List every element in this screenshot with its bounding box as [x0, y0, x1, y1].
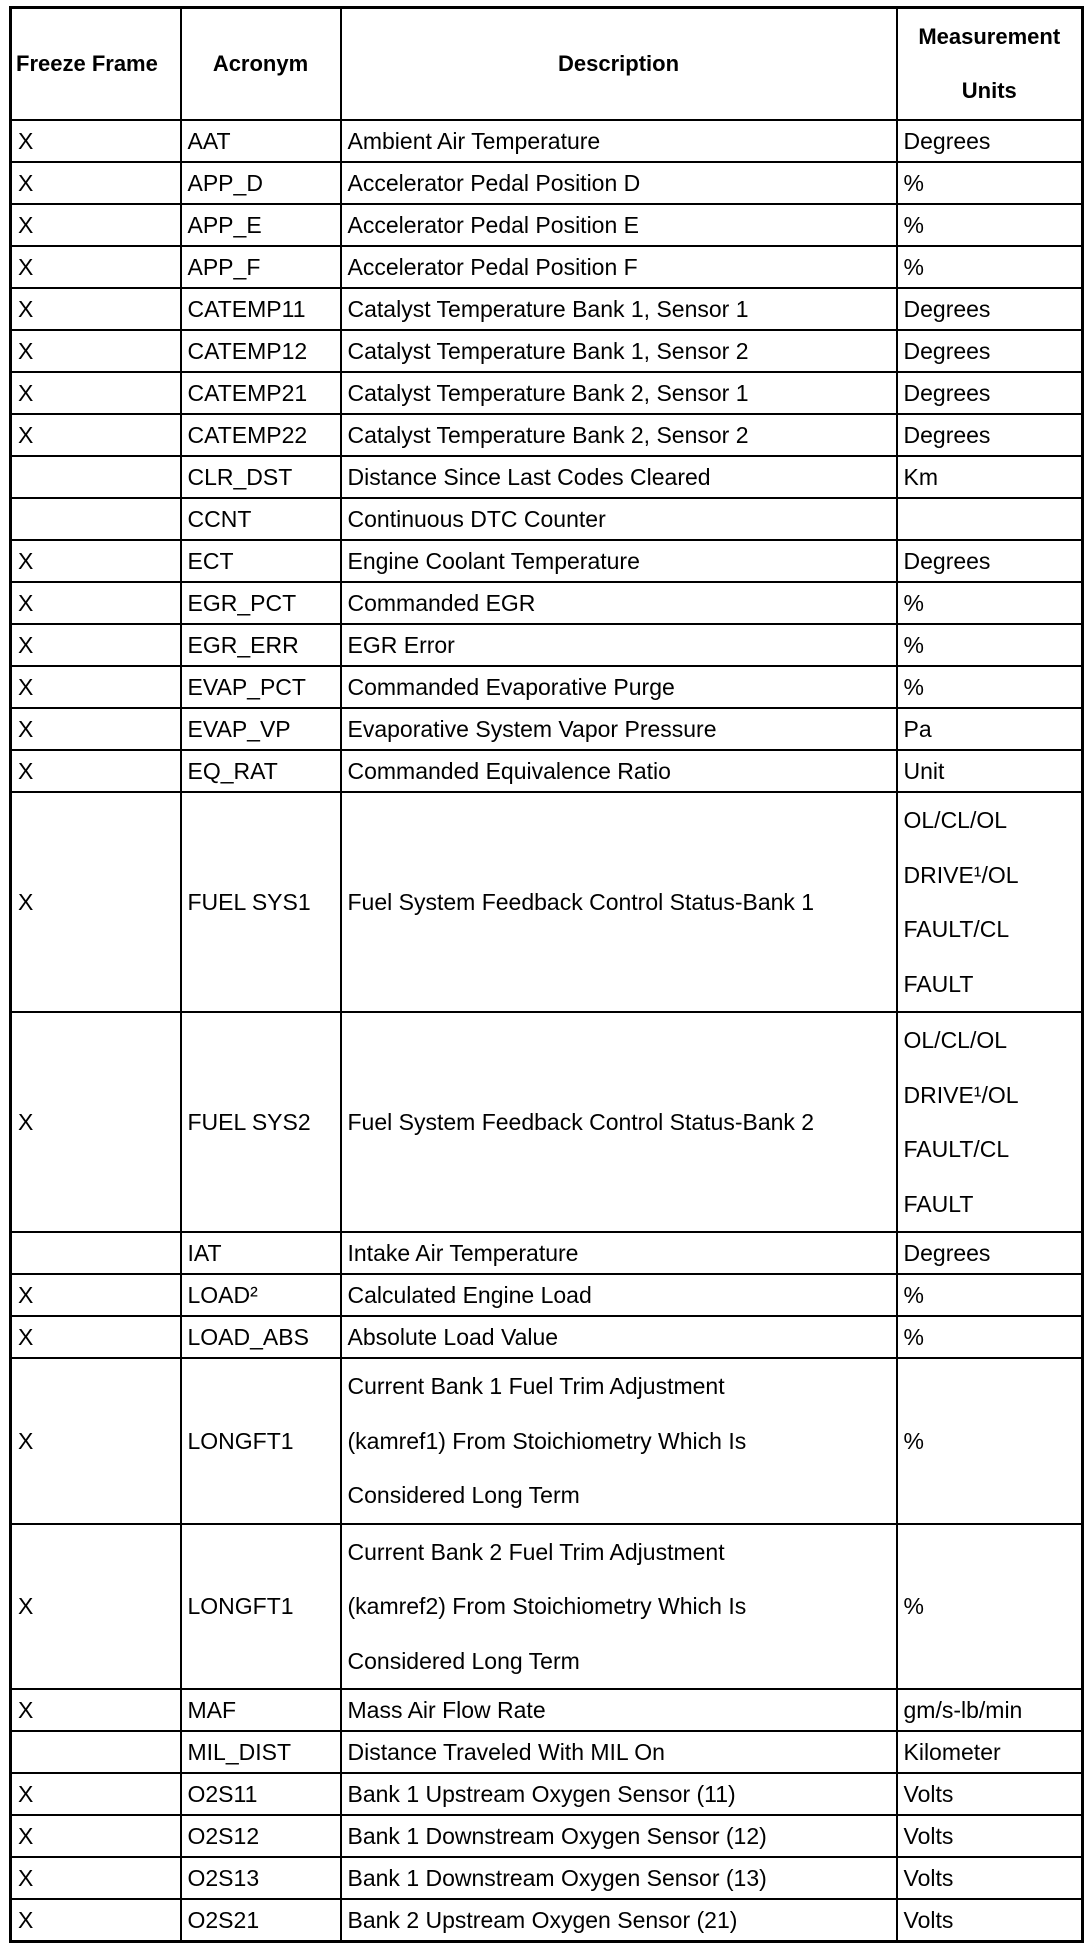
units-cell — [897, 582, 1083, 624]
units-cell — [897, 288, 1083, 330]
units-line: DRIVE¹/OL — [903, 861, 1019, 888]
description-cell — [341, 414, 897, 456]
acronym-cell: CCNT — [181, 498, 341, 540]
description-line: Engine Coolant Temperature — [347, 548, 640, 574]
table-body — [11, 120, 1083, 1942]
units-cell — [897, 1689, 1083, 1731]
units-line: Volts — [903, 1781, 954, 1807]
units-line: Volts — [903, 1865, 954, 1891]
acronym-cell: O2S21 — [181, 1899, 341, 1942]
description-cell — [341, 1316, 897, 1358]
description-line: Considered Long Term — [347, 1482, 580, 1508]
freeze-frame-cell: X — [11, 1012, 181, 1232]
description-cell — [341, 1274, 897, 1316]
description-cell — [341, 120, 897, 162]
freeze-frame-cell: X — [11, 582, 181, 624]
description-cell — [341, 624, 897, 666]
table-row — [11, 1274, 1083, 1316]
description-cell — [341, 456, 897, 498]
acronym-cell: CATEMP22 — [181, 414, 341, 456]
description-line: Fuel System Feedback Control Status-Bank 1 — [347, 888, 815, 915]
units-line: Degrees — [903, 1240, 991, 1266]
acronym-cell: MAF — [181, 1689, 341, 1731]
description-line: EGR Error — [347, 632, 455, 658]
units-line: % — [903, 632, 924, 658]
description-line: Bank 1 Downstream Oxygen Sensor (13) — [347, 1865, 767, 1891]
acronym-cell: APP_E — [181, 204, 341, 246]
description-line: Accelerator Pedal Position E — [347, 212, 639, 238]
acronym-cell: EQ_RAT — [181, 750, 341, 792]
units-line: % — [903, 170, 924, 196]
table-row — [11, 120, 1083, 162]
description-cell — [341, 1524, 897, 1690]
units-cell — [897, 1012, 1083, 1232]
description-line: (kamref1) From Stoichiometry Which Is — [347, 1427, 747, 1454]
units-line: Degrees — [903, 296, 991, 322]
description-line: Commanded Evaporative Purge — [347, 674, 675, 700]
acronym-cell: MIL_DIST — [181, 1731, 341, 1773]
units-cell — [897, 792, 1083, 1012]
units-line: DRIVE¹/OL — [903, 1081, 1019, 1108]
acronym-cell: O2S11 — [181, 1773, 341, 1815]
units-cell — [897, 372, 1083, 414]
units-line: % — [903, 674, 924, 700]
acronym-cell: EGR_PCT — [181, 582, 341, 624]
header-freeze-frame: Freeze Frame — [11, 8, 181, 121]
freeze-frame-cell — [11, 1232, 181, 1274]
acronym-cell: ECT — [181, 540, 341, 582]
description-line: Bank 1 Upstream Oxygen Sensor (11) — [347, 1781, 736, 1807]
units-cell — [897, 1815, 1083, 1857]
units-cell — [897, 540, 1083, 582]
description-line: Calculated Engine Load — [347, 1282, 592, 1308]
freeze-frame-cell: X — [11, 288, 181, 330]
units-line: Degrees — [903, 380, 991, 406]
table-row — [11, 624, 1083, 666]
table-row — [11, 1524, 1083, 1690]
freeze-frame-cell: X — [11, 540, 181, 582]
acronym-cell: IAT — [181, 1232, 341, 1274]
units-line: Degrees — [903, 422, 991, 448]
description-line: Catalyst Temperature Bank 2, Sensor 2 — [347, 422, 749, 448]
description-line: Distance Since Last Codes Cleared — [347, 464, 711, 490]
freeze-frame-cell: X — [11, 624, 181, 666]
units-line: % — [903, 1427, 924, 1454]
units-line: Pa — [903, 716, 932, 742]
description-line: Evaporative System Vapor Pressure — [347, 716, 717, 742]
description-cell — [341, 1689, 897, 1731]
description-line: Catalyst Temperature Bank 1, Sensor 2 — [347, 338, 749, 364]
header-row — [11, 8, 1083, 121]
acronym-cell: CATEMP11 — [181, 288, 341, 330]
acronym-cell: LONGFT1 — [181, 1358, 341, 1524]
freeze-frame-cell: X — [11, 330, 181, 372]
table-row — [11, 204, 1083, 246]
description-line: Distance Traveled With MIL On — [347, 1739, 665, 1765]
acronym-cell: FUEL SYS2 — [181, 1012, 341, 1232]
table-row — [11, 414, 1083, 456]
units-line: Degrees — [903, 128, 991, 154]
freeze-frame-pid-table — [9, 6, 1084, 1943]
table-row — [11, 1012, 1083, 1232]
description-cell — [341, 792, 897, 1012]
table-row — [11, 582, 1083, 624]
freeze-frame-cell: X — [11, 414, 181, 456]
units-cell — [897, 708, 1083, 750]
description-cell — [341, 1731, 897, 1773]
units-cell — [897, 1731, 1083, 1773]
acronym-cell: EVAP_PCT — [181, 666, 341, 708]
units-line: % — [903, 212, 924, 238]
units-cell — [897, 1274, 1083, 1316]
description-line: Intake Air Temperature — [347, 1240, 579, 1266]
description-line: Fuel System Feedback Control Status-Bank 2 — [347, 1108, 815, 1135]
description-cell — [341, 1815, 897, 1857]
freeze-frame-cell: X — [11, 1274, 181, 1316]
description-cell — [341, 246, 897, 288]
units-line: FAULT/CL — [903, 1136, 1010, 1162]
units-cell — [897, 120, 1083, 162]
description-line: Accelerator Pedal Position D — [347, 170, 641, 196]
units-cell — [897, 498, 1083, 540]
table-row — [11, 456, 1083, 498]
units-line: Unit — [903, 758, 945, 784]
freeze-frame-cell: X — [11, 372, 181, 414]
acronym-cell: FUEL SYS1 — [181, 792, 341, 1012]
acronym-cell: EGR_ERR — [181, 624, 341, 666]
units-line: % — [903, 1593, 924, 1619]
table-row — [11, 330, 1083, 372]
freeze-frame-cell: X — [11, 792, 181, 1012]
acronym-cell: EVAP_VP — [181, 708, 341, 750]
description-cell — [341, 582, 897, 624]
acronym-cell: CATEMP21 — [181, 372, 341, 414]
description-cell — [341, 1773, 897, 1815]
units-cell — [897, 1899, 1083, 1942]
description-cell — [341, 750, 897, 792]
units-line: FAULT — [903, 970, 974, 997]
description-cell — [341, 498, 897, 540]
description-cell — [341, 1012, 897, 1232]
description-line: (kamref2) From Stoichiometry Which Is — [347, 1593, 747, 1619]
freeze-frame-cell: X — [11, 1316, 181, 1358]
freeze-frame-cell: X — [11, 750, 181, 792]
table-row — [11, 1773, 1083, 1815]
acronym-cell: APP_F — [181, 246, 341, 288]
freeze-frame-cell: X — [11, 1358, 181, 1524]
freeze-frame-cell: X — [11, 120, 181, 162]
table-row — [11, 708, 1083, 750]
units-cell — [897, 246, 1083, 288]
description-line: Current Bank 2 Fuel Trim Adjustment — [347, 1538, 725, 1565]
table-row — [11, 1731, 1083, 1773]
acronym-cell: LOAD² — [181, 1274, 341, 1316]
units-line: gm/s-lb/min — [903, 1697, 1023, 1723]
acronym-cell: O2S12 — [181, 1815, 341, 1857]
description-cell — [341, 1857, 897, 1899]
freeze-frame-cell — [11, 498, 181, 540]
table-row — [11, 1899, 1083, 1942]
freeze-frame-cell: X — [11, 204, 181, 246]
freeze-frame-cell: X — [11, 666, 181, 708]
acronym-cell: CATEMP12 — [181, 330, 341, 372]
description-line: Current Bank 1 Fuel Trim Adjustment — [347, 1373, 725, 1399]
units-cell — [897, 1316, 1083, 1358]
description-cell — [341, 288, 897, 330]
units-line: Kilometer — [903, 1739, 1001, 1765]
freeze-frame-cell: X — [11, 1899, 181, 1942]
table-row — [11, 1232, 1083, 1274]
table-row — [11, 372, 1083, 414]
description-cell — [341, 1899, 897, 1942]
acronym-cell: O2S13 — [181, 1857, 341, 1899]
description-line: Accelerator Pedal Position F — [347, 254, 638, 280]
units-cell — [897, 1857, 1083, 1899]
description-cell — [341, 204, 897, 246]
freeze-frame-cell: X — [11, 1524, 181, 1690]
description-line: Bank 1 Downstream Oxygen Sensor (12) — [347, 1823, 767, 1849]
description-cell — [341, 162, 897, 204]
units-line: Km — [903, 464, 938, 490]
units-line: OL/CL/OL — [903, 807, 1008, 833]
table-row — [11, 246, 1083, 288]
description-line: Ambient Air Temperature — [347, 128, 601, 154]
table-row — [11, 1689, 1083, 1731]
description-line: Commanded EGR — [347, 590, 536, 616]
acronym-cell: LOAD_ABS — [181, 1316, 341, 1358]
description-cell — [341, 708, 897, 750]
units-cell — [897, 204, 1083, 246]
header-measurement-units — [897, 8, 1083, 121]
table-row — [11, 1857, 1083, 1899]
pid-table-container — [9, 6, 1081, 1933]
units-cell — [897, 624, 1083, 666]
freeze-frame-cell: X — [11, 1773, 181, 1815]
freeze-frame-cell: X — [11, 1857, 181, 1899]
header-units-line2: Units — [961, 78, 1017, 103]
acronym-cell: APP_D — [181, 162, 341, 204]
description-line: Catalyst Temperature Bank 1, Sensor 1 — [347, 296, 749, 322]
acronym-cell: AAT — [181, 120, 341, 162]
header-units-line1: Measurement — [918, 24, 1061, 49]
freeze-frame-cell — [11, 456, 181, 498]
acronym-cell: LONGFT1 — [181, 1524, 341, 1690]
freeze-frame-cell: X — [11, 1815, 181, 1857]
freeze-frame-cell: X — [11, 1689, 181, 1731]
units-line: Volts — [903, 1907, 954, 1933]
units-cell — [897, 330, 1083, 372]
description-cell — [341, 1232, 897, 1274]
table-row — [11, 540, 1083, 582]
table-row — [11, 792, 1083, 1012]
description-line: Mass Air Flow Rate — [347, 1697, 546, 1723]
acronym-cell: CLR_DST — [181, 456, 341, 498]
description-cell — [341, 1358, 897, 1524]
table-row — [11, 1358, 1083, 1524]
table-row — [11, 498, 1083, 540]
units-line: FAULT/CL — [903, 916, 1010, 942]
units-line: % — [903, 254, 924, 280]
description-cell — [341, 330, 897, 372]
units-cell — [897, 1232, 1083, 1274]
freeze-frame-cell: X — [11, 246, 181, 288]
description-line: Commanded Equivalence Ratio — [347, 758, 671, 784]
description-line: Catalyst Temperature Bank 2, Sensor 1 — [347, 380, 749, 406]
table-row — [11, 666, 1083, 708]
table-row — [11, 162, 1083, 204]
freeze-frame-cell: X — [11, 162, 181, 204]
units-line: % — [903, 590, 924, 616]
units-cell — [897, 162, 1083, 204]
description-cell — [341, 666, 897, 708]
table-row — [11, 1815, 1083, 1857]
description-cell — [341, 372, 897, 414]
description-cell — [341, 540, 897, 582]
description-line: Considered Long Term — [347, 1647, 580, 1674]
header-description: Description — [341, 8, 897, 121]
units-line: Volts — [903, 1823, 954, 1849]
table-row — [11, 288, 1083, 330]
units-line: % — [903, 1282, 924, 1308]
units-cell — [897, 750, 1083, 792]
units-cell — [897, 1773, 1083, 1815]
table-row — [11, 1316, 1083, 1358]
units-line: % — [903, 1324, 924, 1350]
units-line: Degrees — [903, 338, 991, 364]
units-line: FAULT — [903, 1190, 974, 1217]
units-cell — [897, 414, 1083, 456]
description-line: Absolute Load Value — [347, 1324, 559, 1350]
freeze-frame-cell — [11, 1731, 181, 1773]
units-line: Degrees — [903, 548, 991, 574]
units-cell — [897, 1358, 1083, 1524]
table-row — [11, 750, 1083, 792]
freeze-frame-cell: X — [11, 708, 181, 750]
units-line: OL/CL/OL — [903, 1027, 1008, 1053]
units-cell — [897, 666, 1083, 708]
units-cell — [897, 456, 1083, 498]
units-cell — [897, 1524, 1083, 1690]
description-line: Continuous DTC Counter — [347, 506, 606, 532]
header-acronym: Acronym — [181, 8, 341, 121]
description-line: Bank 2 Upstream Oxygen Sensor (21) — [347, 1907, 738, 1933]
